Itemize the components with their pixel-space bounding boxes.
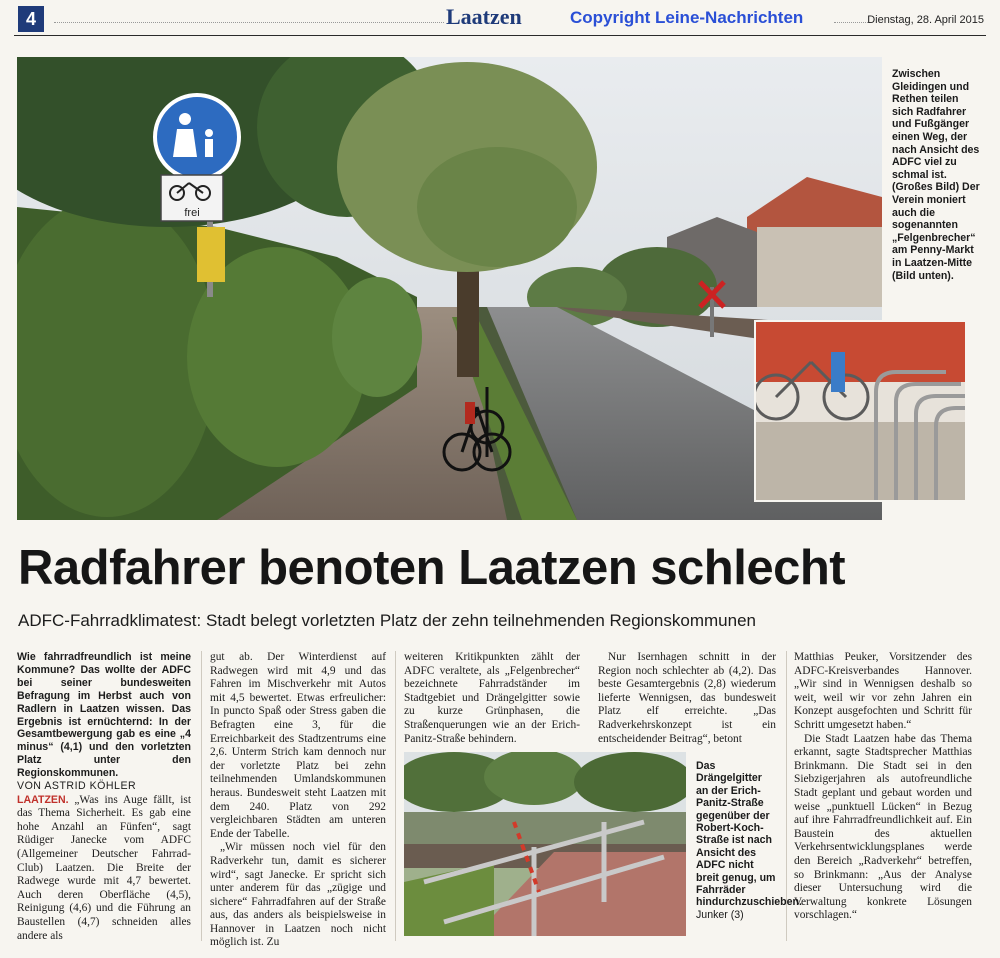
secondary-caption-text: Das Drängelgitter an der Erich-Panitz-Straße gegenüber der Robert-Koch-Straße ist nach Ansicht des ADFC nicht breit genug, um Fahrräder hindurchzuschieben. (696, 760, 802, 909)
barrier-gate-illustration (404, 752, 686, 936)
secondary-photo (404, 752, 686, 936)
col2-paragraph-1: gut ab. Der Winterdienst auf Radwegen wird mit 4,9 und das Fahren im Mischverkehr mit Autos mit 4,5 bewertet. Etwas erfreulicher: In puncto Spaß oder Stress gaben die Befragten eine 3, für die Erreichbarkeit des Stadtzentrums eine 2,6. Unterm Strich kam dennoch nur der vorletzte Platz bei zehn teilnehmenden Umlandskommunen heraus. Bundesweit steht Laatzen mit dem 240. Platz von 292 vergleichbaren Städten am unteren Ende der Tabelle. (210, 651, 386, 840)
header-dotted-rule (54, 22, 444, 23)
article-column-5 (794, 651, 972, 923)
col2-paragraph-2: „Wir müssen noch viel für den Radverkehr tun, damit es sicherer wird“, sagt Janecke. Er spricht sich unter anderem für das „zügige und sichere“ Fahrradfahren auf der Straße aus, das anders als beispielsweise in Hannover in Laatzen noch nicht möglich ist. Zu (210, 841, 386, 949)
main-photo (17, 57, 882, 520)
page-number: 4 (18, 6, 44, 32)
secondary-photo-caption (696, 760, 802, 921)
col5-paragraph-1: Matthias Peuker, Vorsitzender des ADFC-Kreisverbandes Hannover. „Wir sind in Wennigsen deshalb so weit, weil wir vor zehn Jahren ein Konzept ausgefochten und Schritt für Schritt umgesetzt haben.“ (794, 651, 972, 731)
col3-paragraph: weiteren Kritikpunkten zählt der ADFC veraltete, als „Felgenbrecher“ bezeichnete Fahrradständer im Stadtgebiet und Drängelgitter sowie zu kurze Grünphasen, die Straßenquerungen wie an der Erich-Panitz-Straße behindern. (404, 651, 580, 745)
article-col1-paragraph (17, 794, 191, 944)
article-column-3 (404, 651, 580, 746)
street-scene-illustration (17, 57, 882, 520)
col1-text: „Was ins Auge fällt, ist das Thema Sicherheit. Es gab eine hohe Anzahl an Fünfen“, sagt Rüdiger Janecke vom ADFC (Allgemeiner Deutscher Fahrrad-Club) Laatzen. Die Breite der Radwege wurde mit 4,7 bewertet. Auch deren Oberfläche (4,5), Reinigung (4,6) und die Führung an Baustellen (4,7) schneiden alles andere als (17, 793, 191, 942)
article-subheadline: ADFC-Fahrradklimatest: Stadt belegt vorletzten Platz der zehn teilnehmenden Regionskommunen (18, 611, 756, 630)
photo-credit: Junker (3) (696, 908, 744, 921)
article-column-1 (17, 651, 191, 943)
page-header (14, 4, 986, 36)
article-lead: Wie fahrradfreundlich ist meine Kommune? Das wollte der ADFC bei seiner bundesweiten Befragung im Herbst auch von Radlern in Laatzen wissen. Das Ergebnis ist ernüchternd: In der Gesamtbewergung gab es eine „4 minus“ (4,1) und den vorletzten Platz unter den Regionskommunen. (17, 651, 191, 780)
main-photo-caption: Zwischen Gleidingen und Rethen teilen sich Radfahrer und Fußgänger einen Weg, der nach Ansicht des ADFC viel zu schmal ist. (Großes Bild) Der Verein moniert auch die sogenannten „Felgenbrecher“ am Penny-Markt in Laatzen-Mitte (Bild unten). (892, 68, 980, 282)
issue-date: Dienstag, 28. April 2015 (867, 14, 984, 26)
bike-racks-illustration (756, 322, 965, 500)
col5-paragraph-2: Die Stadt Laatzen habe das Thema erkannt, sagte Stadtsprecher Matthias Brinkmann. Die Stadt sei in den Siebzigerjahren als autofreundliche Stadt geplant und gebaut worden und weise „punktuell Lücken“ in Bezug auf ihre Fahrradfreundlichkeit auf. Ein Baustein des aktuellen Verkehrsentwicklungsplanes werde den Bereich „Radverkehr“ betreffen, so Brinkmann: „Aus der Analyse dieser Untersuchung wird die Verwaltung konkrete Lösungen vorschlagen.“ (794, 732, 972, 922)
sign-label: frei (184, 207, 200, 219)
article-headline: Radfahrer benoten Laatzen schlecht (18, 541, 846, 595)
article-author: VON ASTRID KÖHLER (17, 780, 137, 793)
header-dotted-rule-right (834, 22, 870, 23)
dateline-place: LAATZEN. (17, 793, 69, 806)
column-rule (201, 651, 202, 941)
article-column-4 (598, 651, 776, 746)
column-rule (395, 651, 396, 941)
col4-paragraph: Nur Isernhagen schnitt in der Region noch schlechter ab (4,2). Das beste Gesamtergebnis (2,8) wiederum lieferte Wennigsen, das bundesweit Platz elf erreichte. „Das Radverkehrskonzept ist ein entscheidender Beitrag“, betont (598, 651, 776, 745)
section-location: Laatzen (446, 4, 522, 29)
article-column-2 (210, 651, 386, 950)
inset-photo (754, 320, 967, 502)
copyright-notice: Copyright Leine-Nachrichten (570, 8, 804, 27)
